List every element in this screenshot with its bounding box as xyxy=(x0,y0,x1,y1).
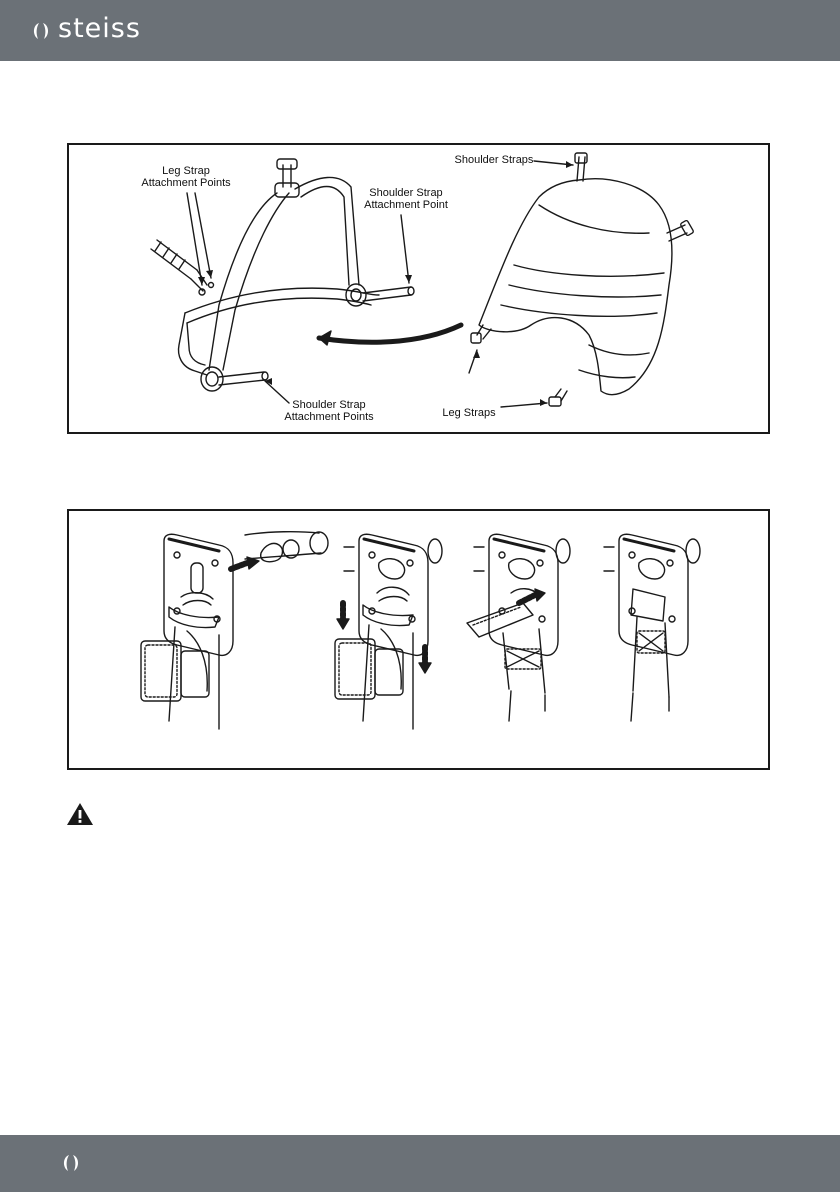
footer-bar xyxy=(0,1135,840,1192)
figure-sling-attachment xyxy=(67,143,770,434)
step-2 xyxy=(335,534,442,729)
label-leg-straps: Leg Straps xyxy=(442,407,496,419)
warning-triangle-icon xyxy=(66,802,94,826)
brand xyxy=(30,15,141,46)
step-1 xyxy=(141,532,328,729)
label-shoulder-straps: Shoulder Straps xyxy=(454,154,534,166)
label-shoulder-strap-point: Shoulder Strap Attachment Point xyxy=(364,187,448,211)
header-bar xyxy=(0,0,840,61)
step-3 xyxy=(467,534,570,721)
label-shoulder-strap-points: Shoulder Strap Attachment Points xyxy=(284,399,374,423)
strap-clip-steps-illustration xyxy=(69,511,772,772)
figure-strap-clip-steps xyxy=(67,509,770,770)
steiss-logo-icon xyxy=(30,21,52,41)
steiss-logo-icon xyxy=(60,1153,82,1173)
brand-name: steiss xyxy=(58,13,141,44)
label-leg-strap-points: Leg Strap Attachment Points xyxy=(141,165,231,189)
step-4 xyxy=(604,534,700,721)
